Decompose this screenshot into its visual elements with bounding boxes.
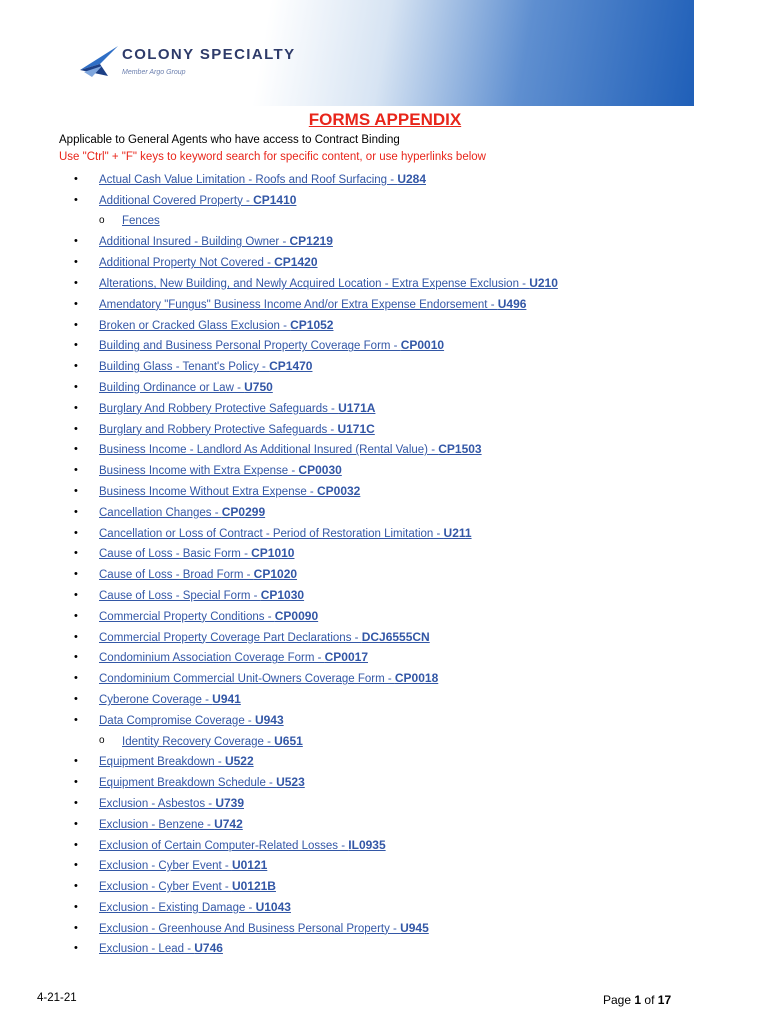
form-link[interactable]: Exclusion - Benzene - — [99, 818, 215, 831]
form-code-link[interactable]: U750 — [244, 379, 273, 394]
form-code-link[interactable]: U0121B — [231, 879, 276, 894]
form-code-link[interactable]: U1043 — [255, 899, 291, 914]
bullet-icon: • — [74, 443, 78, 456]
form-code-link[interactable]: U945 — [400, 920, 429, 935]
bullet-icon: • — [74, 193, 78, 206]
form-entry — [99, 502, 265, 524]
list-item — [0, 419, 760, 440]
list-item — [0, 668, 760, 689]
list-item — [0, 190, 760, 211]
form-link[interactable]: Condominium Commercial Unit-Owners Coverage Form - — [99, 673, 395, 686]
form-code-link[interactable]: CP1503 — [438, 442, 482, 457]
form-code-link[interactable]: U739 — [215, 795, 245, 810]
form-link[interactable]: Business Income with Extra Expense - — [99, 465, 299, 478]
form-code-link[interactable]: CP0018 — [394, 671, 439, 686]
form-code-link[interactable]: U171C — [337, 421, 375, 436]
list-item — [0, 793, 760, 814]
bullet-icon: • — [74, 380, 78, 393]
form-entry — [99, 585, 304, 607]
bullet-icon: • — [74, 900, 78, 913]
form-entry — [99, 606, 318, 628]
form-code-link[interactable]: U522 — [224, 754, 254, 769]
form-link[interactable]: Condominium Association Coverage Form - — [99, 652, 325, 665]
form-entry — [99, 419, 375, 441]
form-code-link[interactable]: IL0935 — [348, 837, 386, 852]
list-item — [0, 356, 760, 377]
bullet-icon: • — [74, 776, 78, 789]
form-code-link[interactable]: U0121 — [231, 858, 268, 873]
form-entry — [99, 938, 223, 960]
bullet-icon: • — [74, 547, 78, 560]
list-item — [0, 523, 760, 544]
form-link[interactable]: Equipment Breakdown - — [99, 756, 225, 769]
form-code-link[interactable]: U746 — [194, 941, 223, 956]
form-link[interactable]: Equipment Breakdown Schedule - — [99, 777, 277, 790]
total-pages: 17 — [657, 993, 672, 1007]
bullet-icon: • — [74, 859, 78, 872]
logo-name: COLONY SPECIALTY — [122, 46, 296, 63]
list-item — [0, 252, 760, 273]
form-link[interactable]: Commercial Property Conditions - — [99, 610, 275, 623]
list-item — [0, 273, 760, 294]
search-instructions: Use "Ctrl" + "F" keys to keyword search for specific content, or use hyperlinks below — [59, 151, 486, 163]
form-link[interactable]: Data Compromise Coverage - — [99, 714, 255, 727]
list-item — [0, 294, 760, 315]
list-item — [0, 335, 760, 356]
list-item — [0, 398, 760, 419]
list-item — [0, 460, 760, 481]
list-item — [0, 731, 760, 752]
bullet-icon: • — [74, 235, 78, 248]
list-item — [0, 315, 760, 336]
form-link[interactable]: Amendatory "Fungus" Business Income And/or Extra Expense Endorsement - — [99, 298, 498, 311]
footer-date: 4-21-21 — [37, 992, 77, 1004]
form-code-link[interactable]: CP1219 — [289, 234, 333, 249]
list-item — [0, 938, 760, 959]
bullet-icon: • — [74, 464, 78, 477]
form-entry — [99, 627, 430, 649]
forms-list — [0, 169, 760, 959]
form-code-link[interactable]: CP0299 — [221, 504, 266, 519]
form-entry — [99, 294, 526, 316]
list-item — [0, 439, 760, 460]
form-entry — [99, 273, 558, 295]
form-entry — [99, 918, 429, 940]
list-item — [0, 564, 760, 585]
form-link[interactable]: Exclusion - Greenhouse And Business Personal Property - — [99, 922, 401, 935]
list-item — [0, 543, 760, 564]
list-item — [0, 647, 760, 668]
bullet-icon: • — [74, 796, 78, 809]
form-code-link[interactable]: U496 — [497, 296, 527, 311]
form-link[interactable]: Alterations, New Building, and Newly Acquired Location - Extra Expense Exclusion - — [99, 277, 530, 290]
bullet-icon: • — [74, 880, 78, 893]
form-code-link[interactable]: CP0032 — [316, 483, 361, 498]
form-code-link[interactable]: U211 — [443, 525, 472, 540]
bullet-icon: • — [74, 484, 78, 497]
form-link[interactable]: Cause of Loss - Special Form - — [99, 589, 261, 602]
bullet-icon: • — [74, 921, 78, 934]
form-entry — [99, 835, 386, 857]
form-link[interactable]: Exclusion - Cyber Event - — [99, 881, 232, 894]
form-code-link[interactable]: U943 — [254, 712, 284, 727]
form-code-link[interactable]: U651 — [274, 733, 303, 748]
bullet-icon: • — [74, 526, 78, 539]
form-link[interactable]: Commercial Property Coverage Part Declarations - — [99, 631, 362, 644]
form-code-link[interactable]: U171A — [338, 400, 376, 415]
form-link[interactable]: Additional Covered Property - — [99, 194, 254, 207]
bullet-icon: • — [74, 401, 78, 414]
form-entry — [99, 439, 482, 461]
sub-bullet-icon: o — [99, 734, 105, 746]
form-entry — [99, 252, 318, 274]
form-link[interactable]: Business Income Without Extra Expense - — [99, 485, 317, 498]
list-item — [0, 855, 760, 876]
form-link[interactable]: Building and Business Personal Property Coverage Form - — [99, 340, 401, 353]
form-link[interactable]: Cancellation or Loss of Contract - Period of Restoration Limitation - — [99, 527, 444, 540]
form-link[interactable]: Burglary and Robbery Protective Safeguards - — [99, 423, 338, 436]
bullet-icon: • — [74, 339, 78, 352]
bullet-icon: • — [74, 609, 78, 622]
current-page: 1 — [634, 993, 642, 1007]
form-entry — [99, 460, 342, 482]
form-entry — [99, 793, 244, 815]
form-code-link[interactable]: CP0010 — [400, 338, 445, 353]
form-code-link[interactable]: CP1010 — [251, 546, 295, 561]
bullet-icon: • — [74, 297, 78, 310]
form-entry — [99, 481, 360, 503]
applicability-note: Applicable to General Agents who have access to Contract Binding — [59, 134, 400, 146]
form-entry — [99, 897, 291, 919]
bullet-icon: • — [74, 755, 78, 768]
list-item — [0, 710, 760, 731]
form-link[interactable]: Cause of Loss - Broad Form - — [99, 569, 254, 582]
form-code-link[interactable]: CP0030 — [298, 463, 342, 478]
form-entry — [99, 356, 312, 378]
bullet-icon: • — [74, 505, 78, 518]
form-link[interactable]: Additional Insured - Building Owner - — [99, 236, 290, 249]
form-link[interactable]: Exclusion - Asbestos - — [99, 797, 216, 810]
form-code-link[interactable]: U284 — [397, 172, 426, 186]
bullet-icon: • — [74, 422, 78, 435]
list-item — [0, 814, 760, 835]
form-link[interactable]: Cyberone Coverage - — [99, 693, 213, 706]
form-entry — [99, 543, 294, 565]
page-title: FORMS APPENDIX — [308, 110, 462, 129]
bullet-icon: • — [74, 318, 78, 331]
form-code-link[interactable]: U941 — [212, 691, 241, 706]
bullet-icon: • — [74, 692, 78, 705]
bullet-icon: • — [74, 651, 78, 664]
form-link[interactable]: Fences — [122, 214, 160, 227]
form-link[interactable]: Exclusion of Certain Computer-Related Losses - — [99, 839, 349, 852]
list-item — [0, 585, 760, 606]
form-link[interactable]: Exclusion - Existing Damage - — [99, 901, 256, 914]
bullet-icon: • — [74, 817, 78, 830]
form-entry — [99, 335, 444, 357]
form-link[interactable]: Identity Recovery Coverage - — [122, 735, 275, 748]
form-code-link[interactable]: U742 — [214, 816, 243, 831]
list-item — [0, 835, 760, 856]
form-entry — [99, 398, 375, 420]
form-link[interactable]: Cause of Loss - Basic Form - — [99, 548, 252, 561]
form-entry — [99, 523, 472, 545]
bullet-icon: • — [74, 568, 78, 581]
form-link[interactable]: Cancellation Changes - — [99, 506, 222, 519]
logo-tagline: Member Argo Group — [122, 69, 186, 76]
page-indicator — [603, 993, 671, 1007]
form-entry — [122, 731, 303, 753]
list-item — [0, 772, 760, 793]
form-link[interactable]: Exclusion - Cyber Event - — [99, 860, 232, 873]
sub-bullet-icon: o — [99, 214, 105, 226]
form-entry — [99, 377, 273, 399]
form-code-link[interactable]: CP0017 — [324, 650, 368, 665]
form-link[interactable]: Burglary And Robbery Protective Safeguards - — [99, 402, 339, 415]
form-entry — [99, 564, 297, 586]
list-item — [0, 481, 760, 502]
form-entry — [99, 315, 333, 337]
form-code-link[interactable]: U523 — [276, 775, 305, 790]
form-entry — [99, 876, 276, 898]
bullet-icon: • — [74, 173, 78, 185]
form-link[interactable]: Exclusion - Lead - — [99, 943, 195, 956]
list-item — [0, 897, 760, 918]
list-item — [0, 231, 760, 252]
form-entry — [99, 689, 241, 711]
form-entry — [99, 751, 254, 773]
form-entry — [99, 668, 438, 690]
form-code-link[interactable]: U210 — [529, 275, 558, 290]
form-link[interactable]: Actual Cash Value Limitation - Roofs and Roof Surfacing - — [99, 174, 398, 186]
form-link[interactable]: Business Income - Landlord As Additional Insured (Rental Value) - — [99, 444, 439, 457]
list-item — [0, 211, 760, 232]
form-entry — [122, 211, 160, 232]
list-item — [0, 606, 760, 627]
form-entry — [99, 710, 284, 732]
form-entry — [99, 855, 267, 877]
form-code-link[interactable]: DCJ6555CN — [361, 629, 430, 644]
form-code-link[interactable]: CP1470 — [269, 359, 313, 374]
bullet-icon: • — [74, 713, 78, 726]
bullet-icon: • — [74, 942, 78, 955]
list-item — [0, 918, 760, 939]
form-link[interactable]: Broken or Cracked Glass Exclusion - — [99, 319, 291, 332]
form-entry — [99, 814, 243, 836]
bullet-icon: • — [74, 672, 78, 685]
bullet-icon: • — [74, 360, 78, 373]
form-entry — [99, 190, 296, 212]
bullet-icon: • — [74, 838, 78, 851]
form-code-link[interactable]: CP1052 — [290, 317, 334, 332]
page-word: Page — [603, 993, 632, 1007]
bullet-icon: • — [74, 256, 78, 269]
form-code-link[interactable]: CP0090 — [274, 608, 319, 623]
company-logo — [78, 40, 298, 90]
list-item — [0, 502, 760, 523]
form-code-link[interactable]: CP1410 — [253, 192, 297, 207]
of-word: of — [644, 993, 655, 1007]
form-code-link[interactable]: CP1020 — [253, 567, 298, 582]
form-link[interactable]: Additional Property Not Covered - — [99, 257, 275, 270]
form-entry — [99, 169, 426, 191]
form-code-link[interactable]: CP1420 — [274, 255, 318, 270]
form-entry — [99, 231, 333, 253]
list-item — [0, 627, 760, 648]
colony-logo-icon — [78, 44, 120, 78]
list-item — [0, 377, 760, 398]
form-entry — [99, 647, 368, 669]
form-link[interactable]: Building Ordinance or Law - — [99, 381, 245, 394]
form-code-link[interactable]: CP1030 — [260, 587, 305, 602]
list-item — [0, 689, 760, 710]
list-item — [0, 876, 760, 897]
bullet-icon: • — [74, 276, 78, 289]
form-entry — [99, 772, 305, 794]
bullet-icon: • — [74, 630, 78, 643]
list-item — [0, 751, 760, 772]
form-link[interactable]: Building Glass - Tenant's Policy - — [99, 361, 270, 374]
list-item — [0, 169, 760, 190]
bullet-icon: • — [74, 588, 78, 601]
